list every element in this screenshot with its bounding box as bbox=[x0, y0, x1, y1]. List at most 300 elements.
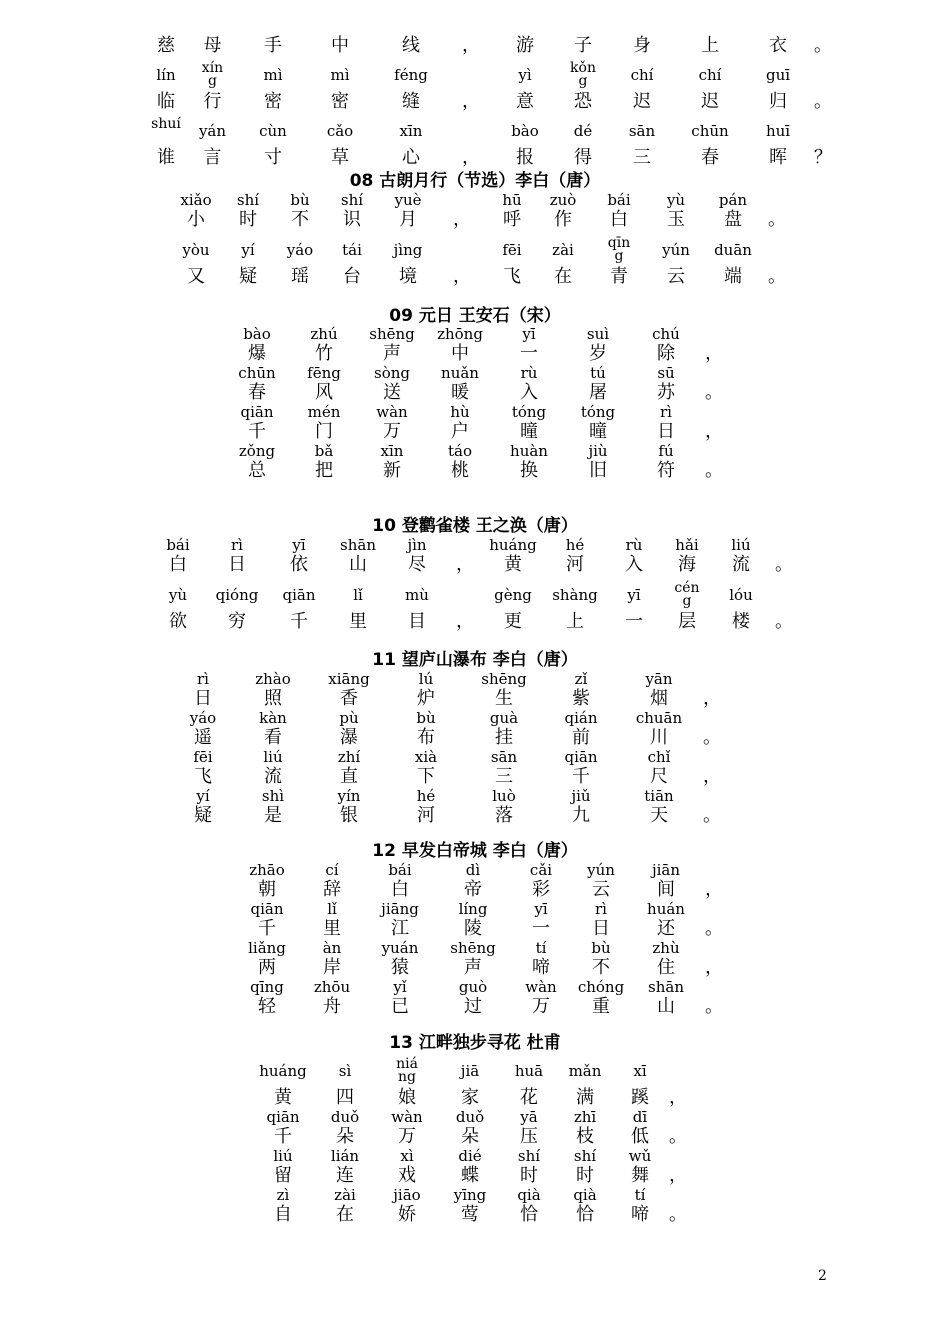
hanzi-row bbox=[234, 958, 726, 978]
hanzi-char: 已 bbox=[391, 996, 409, 1017]
pinyin-row bbox=[150, 580, 798, 609]
pinyin-syllable: rù bbox=[520, 364, 538, 382]
pinyin-syllable: jiù bbox=[588, 442, 608, 460]
hanzi-char: 千 bbox=[274, 1126, 292, 1147]
hanzi-char: 归 bbox=[769, 91, 787, 112]
pinyin-syllable: sì bbox=[338, 1062, 352, 1080]
hanzi-char: ， bbox=[705, 421, 723, 442]
pinyin-syllable: xī bbox=[633, 1062, 647, 1080]
pinyin-syllable: yáo bbox=[189, 709, 217, 727]
hanzi-char: 轻 bbox=[258, 996, 276, 1017]
pinyin-syllable: jiān bbox=[651, 861, 681, 879]
pinyin-syllable: zǐ bbox=[574, 670, 588, 688]
hanzi-char: 盘 bbox=[724, 209, 742, 230]
pinyin-syllable: táo bbox=[447, 442, 472, 460]
pinyin-syllable: tái bbox=[342, 241, 362, 259]
hanzi-char: 送 bbox=[383, 382, 401, 403]
hanzi-char: 海 bbox=[678, 554, 696, 575]
hanzi-char: 在 bbox=[336, 1204, 354, 1225]
hanzi-char: 朵 bbox=[336, 1126, 354, 1147]
hanzi-char: 是 bbox=[264, 805, 282, 826]
hanzi-char: 上 bbox=[566, 611, 584, 632]
pinyin-syllable: cùn bbox=[259, 122, 287, 140]
pinyin-syllable bbox=[448, 536, 482, 555]
hanzi-row bbox=[171, 806, 725, 826]
hanzi-char: 日 bbox=[657, 421, 675, 442]
pinyin-syllable: liú bbox=[731, 536, 751, 554]
hanzi-char: 暖 bbox=[451, 382, 469, 403]
poem-10-grid bbox=[150, 536, 798, 632]
hanzi-char: 曈 bbox=[589, 421, 607, 442]
hanzi-char: 时 bbox=[520, 1165, 538, 1186]
hanzi-char: 白 bbox=[169, 554, 187, 575]
hanzi-row bbox=[234, 997, 726, 1017]
pinyin-syllable: yán bbox=[198, 122, 227, 140]
pinyin-syllable: wǔ bbox=[628, 1147, 652, 1165]
pinyin-row bbox=[234, 861, 726, 880]
hanzi-char: 满 bbox=[576, 1087, 594, 1108]
pinyin-syllable: jiāng bbox=[381, 900, 419, 918]
hanzi-char: 屠 bbox=[589, 382, 607, 403]
pinyin-syllable: kǒng bbox=[570, 60, 596, 89]
hanzi-char: 草 bbox=[331, 147, 349, 168]
hanzi-row bbox=[224, 383, 728, 403]
hanzi-char: 得 bbox=[574, 147, 592, 168]
pinyin-syllable: qiān bbox=[564, 748, 598, 766]
hanzi-char: 春 bbox=[701, 147, 719, 168]
pinyin-syllable: qióng bbox=[215, 586, 259, 604]
pinyin-syllable: dì bbox=[465, 861, 481, 879]
pinyin-syllable: hū bbox=[502, 191, 522, 209]
hanzi-char: 恰 bbox=[520, 1204, 538, 1225]
pinyin-syllable: bái bbox=[388, 861, 412, 879]
hanzi-char: 声 bbox=[383, 343, 401, 364]
pinyin-syllable: zǒng bbox=[238, 442, 276, 460]
pinyin-row bbox=[171, 709, 725, 728]
hanzi-char: 里 bbox=[349, 611, 367, 632]
hanzi-char: 旧 bbox=[589, 460, 607, 481]
pinyin-row bbox=[148, 60, 837, 89]
pinyin-syllable bbox=[764, 241, 790, 260]
hanzi-row bbox=[252, 1205, 690, 1225]
pinyin-syllable: nuǎn bbox=[441, 364, 479, 382]
hanzi-char: 层 bbox=[678, 611, 696, 632]
pinyin-syllable: xīn bbox=[380, 442, 404, 460]
pinyin-syllable: yā bbox=[520, 1108, 538, 1126]
pinyin-syllable: àn bbox=[322, 939, 342, 957]
pinyin-row bbox=[252, 1108, 690, 1127]
pinyin-syllable bbox=[700, 403, 728, 422]
pinyin-syllable: sān bbox=[628, 122, 656, 140]
page-number: 2 bbox=[818, 1268, 827, 1284]
hanzi-char: ， bbox=[703, 688, 721, 709]
hanzi-char: 香 bbox=[340, 688, 358, 709]
hanzi-row bbox=[252, 1088, 690, 1108]
hanzi-char: 直 bbox=[340, 766, 358, 787]
hanzi-char: 枝 bbox=[576, 1126, 594, 1147]
hanzi-char: 万 bbox=[383, 421, 401, 442]
hanzi-char: 啼 bbox=[631, 1204, 649, 1225]
pinyin-syllable: sān bbox=[490, 748, 518, 766]
pinyin-syllable: wàn bbox=[376, 403, 408, 421]
hanzi-char: 报 bbox=[516, 147, 534, 168]
pinyin-row bbox=[171, 670, 725, 689]
pinyin-syllable: zuò bbox=[549, 191, 577, 209]
pinyin-syllable: duǒ bbox=[330, 1108, 360, 1126]
pinyin-syllable bbox=[447, 66, 495, 85]
hanzi-char: 。 bbox=[705, 382, 723, 403]
hanzi-char: 两 bbox=[258, 957, 276, 978]
pinyin-row bbox=[148, 116, 837, 141]
pinyin-syllable: hé bbox=[416, 787, 436, 805]
hanzi-char: 。 bbox=[705, 996, 723, 1017]
hanzi-char: 落 bbox=[495, 805, 513, 826]
hanzi-char: 又 bbox=[187, 266, 205, 287]
pinyin-syllable: pù bbox=[339, 709, 359, 727]
hanzi-char: 临 bbox=[157, 91, 175, 112]
pinyin-syllable: céng bbox=[674, 580, 700, 609]
pinyin-syllable: yáo bbox=[286, 241, 314, 259]
hanzi-char: 疑 bbox=[194, 805, 212, 826]
pinyin-syllable: rì bbox=[660, 403, 672, 421]
hanzi-char: 川 bbox=[650, 727, 668, 748]
pinyin-syllable: yí bbox=[241, 241, 255, 259]
pinyin-syllable: yuán bbox=[381, 939, 419, 957]
hanzi-char: 蹊 bbox=[631, 1087, 649, 1108]
hanzi-char: 千 bbox=[290, 611, 308, 632]
pinyin-syllable: zhào bbox=[255, 670, 291, 688]
hanzi-char: 紫 bbox=[572, 688, 590, 709]
pinyin-syllable: dié bbox=[458, 1147, 482, 1165]
hanzi-char: 小 bbox=[187, 209, 205, 230]
hanzi-row bbox=[171, 689, 725, 709]
hanzi-char: 。 bbox=[814, 35, 832, 56]
pinyin-syllable: bào bbox=[511, 122, 539, 140]
hanzi-char: 白 bbox=[610, 209, 628, 230]
hanzi-char: 压 bbox=[520, 1126, 538, 1147]
pinyin-syllable: huī bbox=[765, 122, 791, 140]
hanzi-char: 不 bbox=[592, 957, 610, 978]
pinyin-syllable: fú bbox=[658, 442, 674, 460]
hanzi-char: 中 bbox=[331, 35, 349, 56]
pinyin-syllable: tóng bbox=[580, 403, 616, 421]
pinyin-syllable: niáng bbox=[396, 1056, 418, 1085]
pinyin-syllable: shì bbox=[261, 787, 285, 805]
pinyin-syllable: huā bbox=[514, 1062, 544, 1080]
hanzi-char: 河 bbox=[566, 554, 584, 575]
pinyin-syllable: tí bbox=[634, 1186, 646, 1204]
hanzi-char: 江 bbox=[391, 918, 409, 939]
hanzi-char: 。 bbox=[669, 1204, 687, 1225]
hanzi-char: 。 bbox=[705, 918, 723, 939]
pinyin-syllable: zài bbox=[552, 241, 574, 259]
hanzi-char: ？ bbox=[814, 147, 832, 168]
hanzi-char: 更 bbox=[504, 611, 522, 632]
hanzi-char: 春 bbox=[248, 382, 266, 403]
hanzi-char: ， bbox=[456, 554, 474, 575]
hanzi-char: 家 bbox=[461, 1087, 479, 1108]
pinyin-syllable: liǎng bbox=[248, 939, 286, 957]
hanzi-char: ， bbox=[453, 209, 471, 230]
pinyin-syllable: huàn bbox=[510, 442, 548, 460]
pinyin-syllable: xīn bbox=[399, 122, 423, 140]
pinyin-syllable: jiā bbox=[460, 1062, 480, 1080]
hanzi-row bbox=[148, 148, 837, 168]
hanzi-char: ， bbox=[669, 1087, 687, 1108]
hanzi-char: 日 bbox=[194, 688, 212, 709]
hanzi-char: 过 bbox=[464, 996, 482, 1017]
pinyin-syllable: zài bbox=[334, 1186, 356, 1204]
hanzi-char: 玉 bbox=[667, 209, 685, 230]
poem-title-12: 12 早发白帝城 李白（唐） bbox=[372, 841, 578, 861]
pinyin-syllable: tóng bbox=[511, 403, 547, 421]
pinyin-syllable bbox=[702, 978, 726, 997]
hanzi-row bbox=[148, 36, 837, 56]
pinyin-syllable: tí bbox=[535, 939, 547, 957]
hanzi-char: 白 bbox=[391, 879, 409, 900]
poem-title-11: 11 望庐山瀑布 李白（唐） bbox=[372, 650, 578, 670]
pinyin-syllable: lín bbox=[156, 66, 176, 84]
hanzi-char: 住 bbox=[657, 957, 675, 978]
hanzi-char: 千 bbox=[572, 766, 590, 787]
pinyin-syllable: yún bbox=[587, 861, 615, 879]
hanzi-char: 在 bbox=[554, 266, 572, 287]
hanzi-char: 千 bbox=[258, 918, 276, 939]
pinyin-syllable: gèng bbox=[494, 586, 532, 604]
pinyin-syllable: rì bbox=[231, 536, 243, 554]
hanzi-row bbox=[224, 461, 728, 481]
pinyin-syllable: xiǎo bbox=[180, 191, 212, 209]
hanzi-char: 下 bbox=[417, 766, 435, 787]
hanzi-char: 入 bbox=[625, 554, 643, 575]
pinyin-syllable: huán bbox=[647, 900, 685, 918]
pinyin-syllable: huáng bbox=[259, 1062, 307, 1080]
hanzi-char: 万 bbox=[532, 996, 550, 1017]
hanzi-char: 一 bbox=[532, 918, 550, 939]
hanzi-char: 爆 bbox=[248, 343, 266, 364]
pinyin-syllable bbox=[699, 670, 725, 689]
hanzi-char: 照 bbox=[264, 688, 282, 709]
pinyin-syllable bbox=[448, 586, 482, 605]
pinyin-syllable: bù bbox=[591, 939, 611, 957]
pinyin-syllable: zhù bbox=[652, 939, 680, 957]
pinyin-syllable: yī bbox=[522, 325, 536, 343]
hanzi-char: 娇 bbox=[398, 1204, 416, 1225]
hanzi-char: 陵 bbox=[464, 918, 482, 939]
hanzi-char: ， bbox=[705, 879, 723, 900]
hanzi-char: 换 bbox=[520, 460, 538, 481]
hanzi-row bbox=[170, 210, 790, 230]
pinyin-syllable: shí bbox=[573, 1147, 597, 1165]
hanzi-char: 线 bbox=[402, 35, 420, 56]
hanzi-char: 云 bbox=[667, 266, 685, 287]
poem-title-10: 10 登鹳雀楼 王之涣（唐） bbox=[372, 516, 578, 536]
pinyin-syllable bbox=[699, 748, 725, 767]
pinyin-syllable bbox=[447, 122, 495, 141]
hanzi-char: 。 bbox=[768, 209, 786, 230]
pinyin-syllable: bǎ bbox=[314, 442, 334, 460]
pinyin-syllable bbox=[809, 122, 837, 141]
hanzi-char: 户 bbox=[451, 421, 469, 442]
hanzi-char: 恐 bbox=[574, 91, 592, 112]
pinyin-syllable: yī bbox=[627, 586, 641, 604]
pinyin-syllable: liú bbox=[273, 1147, 293, 1165]
hanzi-char: 疑 bbox=[239, 266, 257, 287]
pinyin-syllable: cǎo bbox=[326, 122, 354, 140]
hanzi-char: 生 bbox=[495, 688, 513, 709]
pinyin-syllable: qià bbox=[573, 1186, 597, 1204]
hanzi-row bbox=[150, 555, 798, 575]
hanzi-char: 风 bbox=[315, 382, 333, 403]
pinyin-syllable: qīng bbox=[607, 235, 631, 264]
hanzi-char: ， bbox=[462, 35, 480, 56]
hanzi-char: 除 bbox=[657, 343, 675, 364]
hanzi-char: 。 bbox=[703, 727, 721, 748]
hanzi-char: 山 bbox=[349, 554, 367, 575]
hanzi-char: 子 bbox=[574, 35, 592, 56]
pinyin-syllable: jìn bbox=[407, 536, 427, 554]
hanzi-char: 辞 bbox=[323, 879, 341, 900]
hanzi-char: 言 bbox=[203, 147, 222, 168]
hanzi-row bbox=[150, 612, 798, 632]
pinyin-syllable: duān bbox=[714, 241, 752, 259]
hanzi-char: 三 bbox=[633, 147, 651, 168]
hanzi-char: 不 bbox=[291, 209, 309, 230]
hanzi-char: 行 bbox=[203, 91, 222, 112]
hanzi-char: 门 bbox=[315, 421, 333, 442]
hanzi-char: 寸 bbox=[264, 147, 282, 168]
pinyin-syllable: chóng bbox=[577, 978, 625, 996]
pinyin-row bbox=[234, 939, 726, 958]
hanzi-char: 日 bbox=[592, 918, 610, 939]
poem-title-13: 13 江畔独步寻花 杜甫 bbox=[389, 1033, 561, 1053]
pinyin-syllable: qiān bbox=[282, 586, 316, 604]
pinyin-syllable bbox=[700, 364, 728, 383]
pinyin-syllable: féng bbox=[394, 66, 428, 84]
pinyin-syllable: lián bbox=[330, 1147, 360, 1165]
hanzi-char: 彩 bbox=[532, 879, 550, 900]
pinyin-row bbox=[234, 978, 726, 997]
pinyin-syllable: qiān bbox=[266, 1108, 300, 1126]
pinyin-syllable: shān bbox=[648, 978, 684, 996]
hanzi-char: 入 bbox=[520, 382, 538, 403]
pinyin-syllable: zì bbox=[276, 1186, 290, 1204]
pinyin-syllable: pán bbox=[718, 191, 748, 209]
hanzi-char: ， bbox=[456, 611, 474, 632]
pinyin-syllable bbox=[666, 1108, 690, 1127]
pinyin-syllable: yín bbox=[337, 787, 361, 805]
pinyin-syllable: yún bbox=[662, 241, 690, 259]
pinyin-syllable: lǐ bbox=[353, 586, 363, 604]
hanzi-char: 黄 bbox=[274, 1087, 292, 1108]
pinyin-syllable: sū bbox=[657, 364, 675, 382]
hanzi-char: 。 bbox=[775, 611, 793, 632]
pinyin-syllable: fēi bbox=[193, 748, 213, 766]
hanzi-char: 作 bbox=[554, 209, 572, 230]
pinyin-syllable: sòng bbox=[374, 364, 410, 382]
hanzi-char: ， bbox=[703, 766, 721, 787]
hanzi-char: 啼 bbox=[532, 957, 550, 978]
hanzi-char: ， bbox=[669, 1165, 687, 1186]
hanzi-char: 声 bbox=[464, 957, 482, 978]
hanzi-char: 缝 bbox=[402, 91, 420, 112]
pinyin-syllable: guò bbox=[458, 978, 488, 996]
pinyin-syllable: shēng bbox=[481, 670, 527, 688]
pinyin-syllable: rì bbox=[197, 670, 209, 688]
hanzi-row bbox=[170, 267, 790, 287]
pinyin-syllable bbox=[702, 939, 726, 958]
hanzi-row bbox=[171, 728, 725, 748]
hanzi-char: 帝 bbox=[464, 879, 482, 900]
hanzi-char: 舟 bbox=[323, 996, 341, 1017]
hanzi-char: ， bbox=[705, 957, 723, 978]
hanzi-char: 蝶 bbox=[461, 1165, 479, 1186]
pinyin-syllable: tú bbox=[590, 364, 606, 382]
hanzi-char: 九 bbox=[572, 805, 590, 826]
hanzi-char: 里 bbox=[323, 918, 341, 939]
pinyin-syllable: chūn bbox=[238, 364, 276, 382]
hanzi-char: 晖 bbox=[769, 147, 787, 168]
pinyin-syllable: bái bbox=[607, 191, 631, 209]
pinyin-syllable: shí bbox=[340, 191, 364, 209]
pinyin-row bbox=[252, 1056, 690, 1085]
pinyin-syllable: yuè bbox=[394, 191, 422, 209]
hanzi-char: 万 bbox=[398, 1126, 416, 1147]
poem-title-08: 08 古朗月行（节选）李白（唐） bbox=[349, 171, 601, 191]
pinyin-syllable: jìng bbox=[393, 241, 423, 259]
hanzi-char: 间 bbox=[657, 879, 675, 900]
hanzi-char: 欲 bbox=[169, 611, 187, 632]
pinyin-syllable: mǎn bbox=[568, 1062, 602, 1080]
hanzi-char: 戏 bbox=[398, 1165, 416, 1186]
pinyin-syllable: yí bbox=[196, 787, 210, 805]
hanzi-char: 尽 bbox=[408, 554, 426, 575]
hanzi-row bbox=[234, 919, 726, 939]
pinyin-syllable: zhú bbox=[310, 325, 338, 343]
hanzi-char: 。 bbox=[814, 91, 832, 112]
hanzi-char: ， bbox=[453, 266, 471, 287]
pinyin-syllable bbox=[666, 1062, 690, 1081]
hanzi-char: 恰 bbox=[576, 1204, 594, 1225]
hanzi-char: 河 bbox=[417, 805, 435, 826]
pinyin-syllable: dé bbox=[573, 122, 593, 140]
poem-13-grid bbox=[252, 1056, 690, 1225]
hanzi-char: 烟 bbox=[650, 688, 668, 709]
pinyin-syllable: lóu bbox=[729, 586, 753, 604]
hanzi-char: 飞 bbox=[194, 766, 212, 787]
hanzi-char: 前 bbox=[572, 727, 590, 748]
pinyin-syllable: chí bbox=[630, 66, 654, 84]
pinyin-syllable: mì bbox=[263, 66, 283, 84]
pinyin-syllable: chí bbox=[698, 66, 722, 84]
pinyin-syllable: shí bbox=[236, 191, 260, 209]
hanzi-char: 云 bbox=[592, 879, 610, 900]
hanzi-char: 密 bbox=[264, 91, 282, 112]
hanzi-char: 千 bbox=[248, 421, 266, 442]
hanzi-char: 。 bbox=[705, 460, 723, 481]
pinyin-syllable: mù bbox=[405, 586, 429, 604]
hanzi-row bbox=[148, 92, 837, 112]
hanzi-char: 识 bbox=[343, 209, 361, 230]
pinyin-syllable: lǐ bbox=[327, 900, 337, 918]
hanzi-char: 还 bbox=[657, 918, 675, 939]
pinyin-syllable: suì bbox=[586, 325, 610, 343]
hanzi-char: 留 bbox=[274, 1165, 292, 1186]
pinyin-row bbox=[170, 235, 790, 264]
hanzi-char: 岸 bbox=[323, 957, 341, 978]
pinyin-syllable: fēi bbox=[502, 241, 522, 259]
pinyin-syllable bbox=[438, 241, 486, 260]
